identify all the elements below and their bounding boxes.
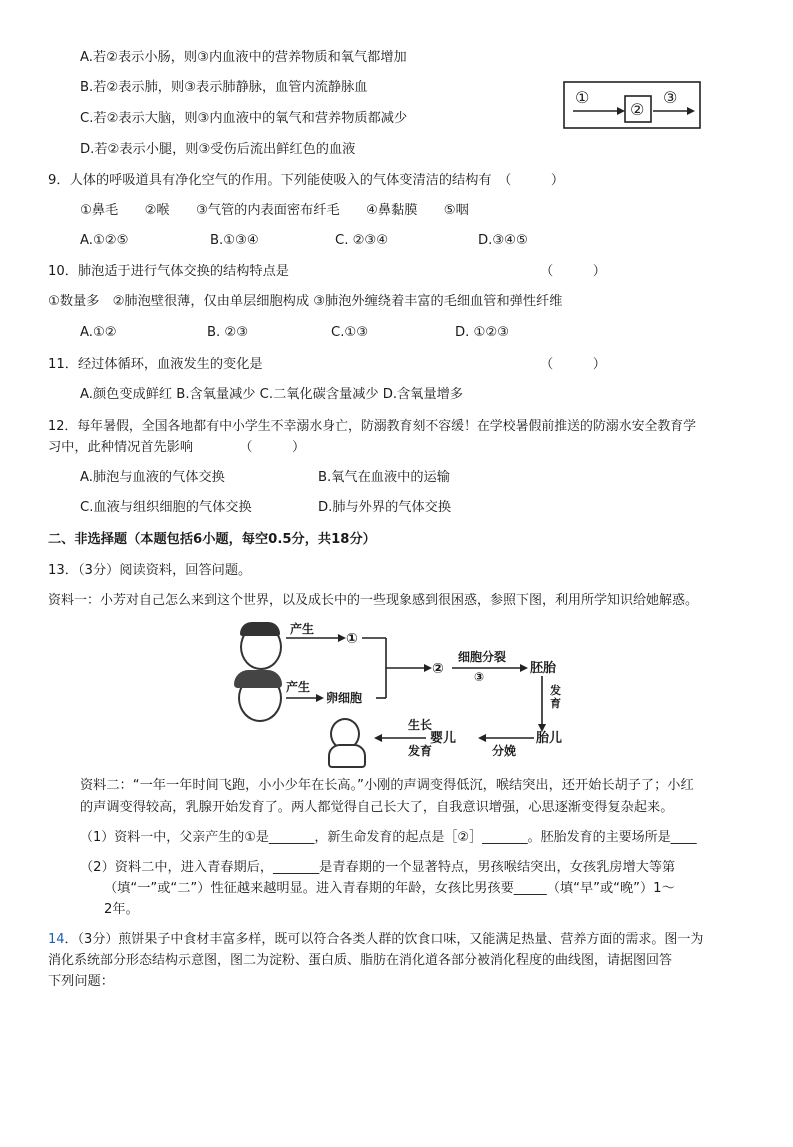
q13-stem: 13．（3分）阅读资料，回答问题。 <box>48 563 252 578</box>
q10-option-d: D. ①②③ <box>455 325 510 340</box>
q10-stem: 10．肺泡适于进行气体交换的结构特点是 <box>48 264 289 279</box>
fig-step3-circle: ③ <box>474 670 485 684</box>
q11-stem: 11．经过体循环，血液发生的变化是 <box>48 357 263 372</box>
q11-options: A.颜色变成鲜红 B.含氧量减少 C.二氧化碳含量减少 D.含氧量增多 <box>80 387 464 402</box>
q13-material1: 资料一：小芳对自己怎么来到这个世界，以及成长中的一些现象感到很困惑，参照下图，利用所学知识给她解惑。 <box>48 593 699 608</box>
fig-cell-division: 细胞分裂 <box>458 650 507 664</box>
q8-option-c: C.若②表示大脑，则③内血液中的氧气和营养物质都减少 <box>80 111 408 126</box>
fig-develop-side: 发育 <box>550 684 561 710</box>
q14-number: 14 <box>48 932 65 947</box>
q10-option-b: B. ②③ <box>207 325 249 340</box>
q9-option-a: A.①②⑤ <box>80 233 129 248</box>
q8-diagram-n2: ② <box>630 100 645 119</box>
fig-embryo: 胚胎 <box>530 661 557 676</box>
q12-stem-line1: 12．每年暑假，全国各地都有中小学生不幸溺水身亡，防溺教育刻不容缓！在学校暑假前推送的防溺水安全教育学 <box>48 419 697 434</box>
q8-option-a: A.若②表示小肠，则③内血液中的营养物质和氧气都增加 <box>80 50 407 65</box>
q13-reproduction-figure <box>230 618 590 768</box>
q13-sub2-line3: 2年。 <box>104 902 139 917</box>
q8-option-d: D.若②表示小腿，则③受伤后流出鲜红色的血液 <box>80 142 356 157</box>
q13-material2-line1: 资料二：“一年一年时间飞跑，小小少年在长高。”小刚的声调变得低沉，喉结突出，还开始长胡子了；小红 <box>80 778 694 793</box>
q9-option-b: B.①③④ <box>210 233 259 248</box>
q10-option-a: A.①② <box>80 325 117 340</box>
q14-stem-line1 <box>48 931 703 949</box>
q10-option-c: C.①③ <box>331 325 369 340</box>
fig-development: 发育 <box>408 744 433 758</box>
q12-option-d: D.肺与外界的气体交换 <box>318 500 452 515</box>
q9-stem: 9．人体的呼吸道具有净化空气的作用。下列能使吸入的气体变清洁的结构有 （ ） <box>48 173 565 188</box>
q8-diagram-n1: ① <box>575 88 590 107</box>
q9-option-d: D.③④⑤ <box>478 233 528 248</box>
q8-blood-flow-diagram <box>563 80 703 132</box>
fig-delivery: 分娩 <box>492 744 517 758</box>
q11-paren: （ ） <box>540 357 606 372</box>
q14-stem-line3: 下列问题： <box>48 974 114 989</box>
q9-items: ①鼻毛 ②喉 ③气管的内表面密布纤毛 ④鼻黏膜 ⑤咽 <box>80 203 469 218</box>
q9-option-c: C. ②③④ <box>335 233 389 248</box>
q14-stem-line1-text: ．（3分）煎饼果子中食材丰富多样，既可以符合各类人群的饮食口味，又能满足热量、营养方面的需求。图一为 <box>64 932 704 947</box>
q13-sub1: （1）资料一中，父亲产生的①是_______，新生命发育的起点是［②］_______。胚胎发育的主要场所是____ <box>80 830 697 845</box>
q12-option-b: B.氧气在血液中的运输 <box>318 470 450 485</box>
fig-egg-cell: 卵细胞 <box>326 691 363 705</box>
fig-produce-father: 产生 <box>290 622 315 636</box>
q12-stem-line2: 习中，此种情况首先影响 （ ） <box>48 440 306 455</box>
fig-fetus: 胎儿 <box>536 731 563 746</box>
q10-items: ①数量多 ②肺泡壁很薄，仅由单层细胞构成 ③肺泡外缠绕着丰富的毛细血管和弹性纤维 <box>48 294 563 309</box>
q13-material2-line2: 的声调变得较高，乳腺开始发育了。两人都觉得自己长大了，自我意识增强，心思逐渐变得复杂起来。 <box>80 800 674 815</box>
q13-sub2-line2: （填“一”或“二”）性征越来越明显。进入青春期的年龄，女孩比男孩要_____（填“早”或“晚”）1～ <box>104 881 675 896</box>
q8-diagram-n3: ③ <box>663 88 678 107</box>
q12-option-c: C.血液与组织细胞的气体交换 <box>80 500 252 515</box>
q13-sub2-line1: （2）资料二中，进入青春期后，_______是青春期的一个显著特点，男孩喉结突出，女孩乳房增大等第 <box>80 860 676 875</box>
q10-paren: （ ） <box>540 264 606 279</box>
fig-baby: 婴儿 <box>430 731 457 746</box>
q12-option-a: A.肺泡与血液的气体交换 <box>80 470 225 485</box>
q14-stem-line2: 消化系统部分形态结构示意图，图二为淀粉、蛋白质、脂肪在消化道各部分被消化程度的曲线图，请据图回答 <box>48 953 673 968</box>
q8-option-b: B.若②表示肺，则③表示肺静脉，血管内流静脉血 <box>80 80 368 95</box>
fig-zygote-circle: ② <box>432 661 444 677</box>
section2-title: 二、非选择题（本题包括6小题，每空0.5分，共18分） <box>48 532 376 547</box>
fig-sperm-circle: ① <box>346 631 358 647</box>
fig-growth: 生长 <box>408 718 433 732</box>
fig-produce-mother: 产生 <box>286 680 311 694</box>
